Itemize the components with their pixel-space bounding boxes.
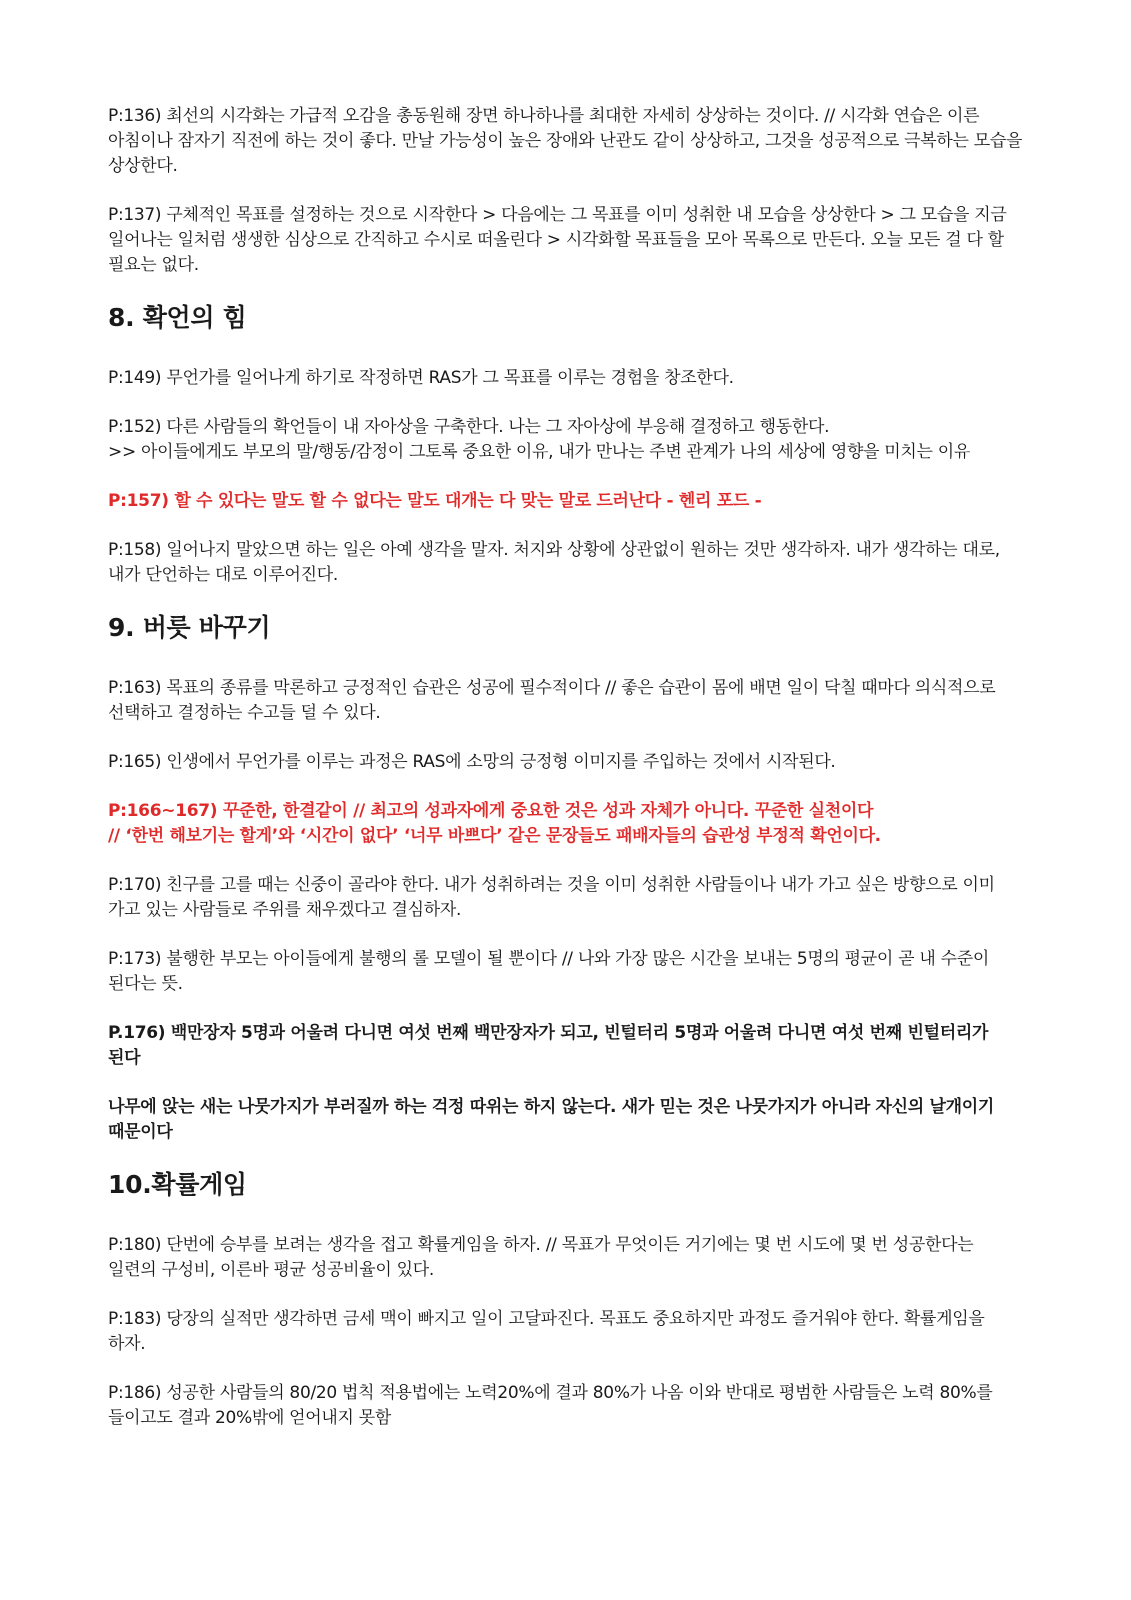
paragraph-p152-line-2: >> 아이들에게도 부모의 말/행동/감정이 그토록 중요한 이유, 내가 만나는 주변 관계가 나의 세상에 영향을 미치는 이유 xyxy=(108,442,971,462)
paragraph-p183: P:183) 당장의 실적만 생각하면 금세 맥이 빠지고 일이 고달파진다. 목표도 중요하지만 과정도 즐거워야 한다. 확률게임을 하자. xyxy=(108,1309,985,1354)
paragraph-p165: P:165) 인생에서 무언가를 이루는 과정은 RAS에 소망의 긍정형 이미지를 주입하는 것에서 시작된다. xyxy=(108,752,836,772)
highlight-quote-p157: P:157) 할 수 있다는 말도 할 수 없다는 말도 대개는 다 맞는 말로 드러난다 - 헨리 포드 - xyxy=(108,491,762,511)
paragraph-p137: P:137) 구체적인 목표를 설정하는 것으로 시작한다 > 다음에는 그 목표를 이미 성취한 내 모습을 상상한다 > 그 모습을 지금 일어나는 일처럼 생생한 심상으로 간직하고 수시로 떠올린다 > 시각화할 목표들을 모아 목록으로 만든다. 오늘 모든 걸 다 할 필요는 없다. xyxy=(108,205,1007,275)
paragraph-p152 xyxy=(108,415,1023,465)
paragraph-p158: P:158) 일어나지 말았으면 하는 일은 아예 생각을 말자. 처지와 상황에 상관없이 원하는 것만 생각하자. 내가 생각하는 대로, 내가 단언하는 대로 이루어진다. xyxy=(108,540,1000,585)
paragraph-p163: P:163) 목표의 종류를 막론하고 긍정적인 습관은 성공에 필수적이다 // 좋은 습관이 몸에 배면 일이 닥칠 때마다 의식적으로 선택하고 결정하는 수고들 덜 수 있다. xyxy=(108,678,996,723)
highlight-p166-line-1: P:166~167) 꾸준한, 한결같이 // 최고의 성과자에게 중요한 것은 성과 자체가 아니다. 꾸준한 실천이다 xyxy=(108,801,874,821)
highlight-quote-p166 xyxy=(108,799,1023,849)
paragraph-p180: P:180) 단번에 승부를 보려는 생각을 접고 확률게임을 하자. // 목표가 무엇이든 거기에는 몇 번 시도에 몇 번 성공한다는 일련의 구성비, 이른바 평균 성공비율이 있다. xyxy=(108,1235,974,1280)
bold-paragraph-p176: P.176) 백만장자 5명과 어울려 다니면 여섯 번째 백만장자가 되고, 빈털터리 5명과 어울려 다니면 여섯 번째 빈털터리가 된다 xyxy=(108,1023,989,1068)
paragraph-p152-line-1: P:152) 다른 사람들의 확언들이 내 자아상을 구축한다. 나는 그 자아상에 부응해 결정하고 행동한다. xyxy=(108,417,830,437)
section-heading-8: 8. 확언의 힘 xyxy=(108,303,247,332)
paragraph-p186: P:186) 성공한 사람들의 80/20 법칙 적용법에는 노력20%에 결과 80%가 나옴 이와 반대로 평범한 사람들은 노력 80%를 들이고도 결과 20%밖에 얻어내지 못함 xyxy=(108,1383,993,1428)
paragraph-p170: P:170) 친구를 고를 때는 신중이 골라야 한다. 내가 성취하려는 것을 이미 성취한 사람들이나 내가 가고 싶은 방향으로 이미 가고 있는 사람들로 주위를 채우겠다고 결심하자. xyxy=(108,875,995,920)
paragraph-p173: P:173) 불행한 부모는 아이들에게 불행의 롤 모델이 될 뿐이다 // 나와 가장 많은 시간을 보내는 5명의 평균이 곧 내 수준이 된다는 뜻. xyxy=(108,949,989,994)
section-heading-9: 9. 버릇 바꾸기 xyxy=(108,613,271,642)
paragraph-p149: P:149) 무언가를 일어나게 하기로 작정하면 RAS가 그 목표를 이루는 경험을 창조한다. xyxy=(108,368,734,388)
highlight-p166-line-2: // ‘한번 해보기는 할게’와 ‘시간이 없다’ ‘너무 바쁘다’ 같은 문장들도 패배자들의 습관성 부정적 확언이다. xyxy=(108,826,881,846)
bold-paragraph-bird-quote: 나무에 앉는 새는 나뭇가지가 부러질까 하는 걱정 따위는 하지 않는다. 새가 믿는 것은 나뭇가지가 아니라 자신의 날개이기 때문이다 xyxy=(108,1097,995,1142)
paragraph-p136: P:136) 최선의 시각화는 가급적 오감을 총동원해 장면 하나하나를 최대한 자세히 상상하는 것이다. // 시각화 연습은 이른 아침이나 잠자기 직전에 하는 것이 좋다. 만날 가능성이 높은 장애와 난관도 같이 상상하고, 그것을 성공적으로 극복하는 모습을 상상한다. xyxy=(108,106,1023,176)
section-heading-10: 10.확률게임 xyxy=(108,1170,247,1199)
